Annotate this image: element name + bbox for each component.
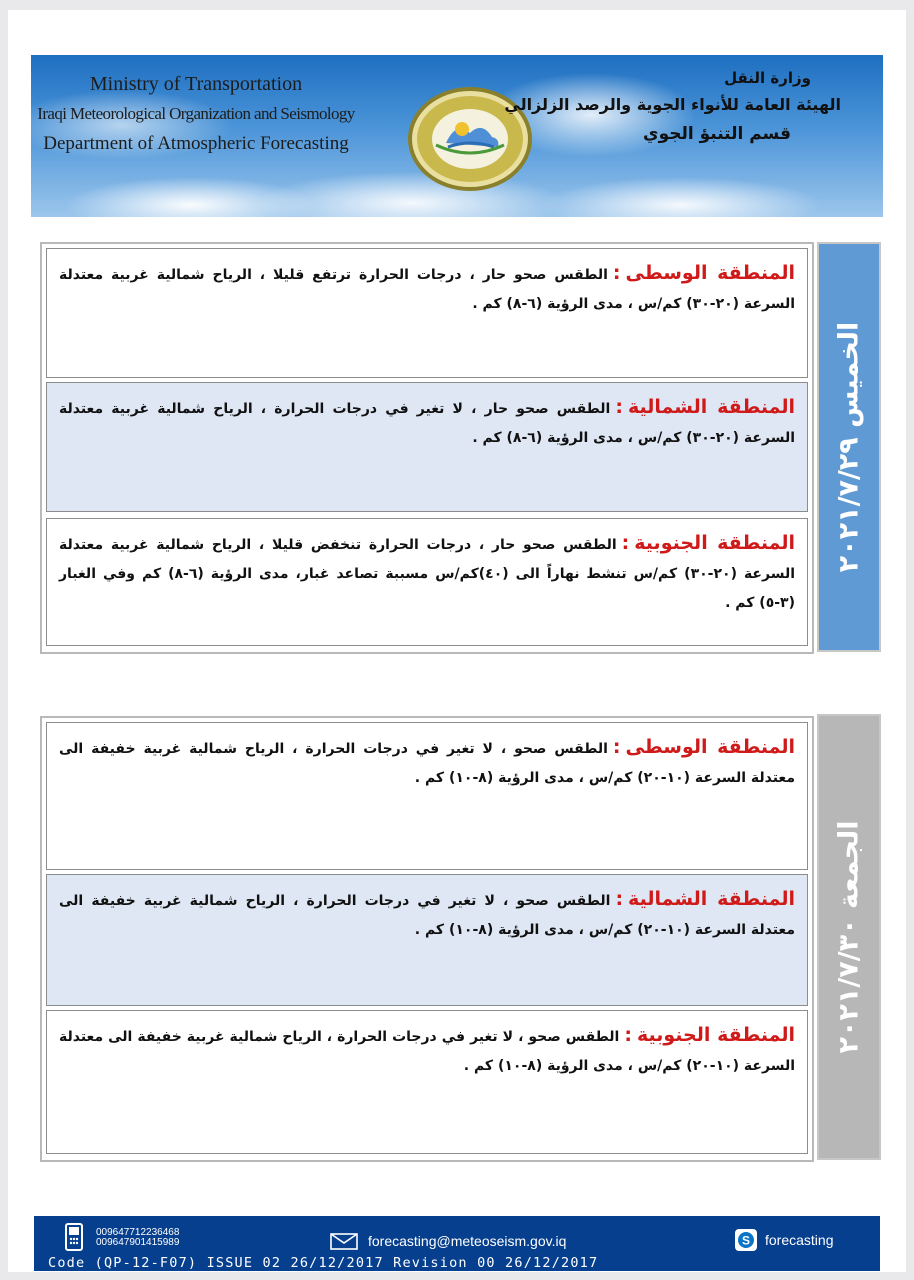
region-forecast-text: الطقس صحو حار ، لا تغير في درجات الحرارة ، الرياح شمالية غربية معتدلة السرعة (٢٠-٣٠) كم/س ، مدى الرؤية (٦-٨) كم . <box>59 401 795 446</box>
day2-date-label: الجمعة ٢٠٢١/٧/٣٠ <box>833 820 865 1054</box>
region-forecast-text: الطقس صحو ، لا تغير في درجات الحرارة ، الرياح شمالية غربية خفيفة الى معتدلة السرعة (١٠-٢٠) كم/س ، مدى الرؤية (٨-١٠) كم . <box>59 1029 795 1074</box>
day1-forecast-panel <box>40 242 814 654</box>
region-forecast-text: الطقس صحو ، لا تغير في درجات الحرارة ، الرياح شمالية غربية خفيفة الى معتدلة السرعة (١٠-٢٠) كم/س ، مدى الرؤية (٨-١٠) كم . <box>59 741 795 786</box>
day1-central-region <box>46 248 808 378</box>
day2-northern-region <box>46 874 808 1006</box>
region-name: المنطقة الجنوبية <box>636 1024 795 1046</box>
ministry-name-en: Ministry of Transportation <box>89 73 303 95</box>
region-separator: : <box>612 262 621 284</box>
region-separator: : <box>612 736 621 758</box>
region-separator: : <box>621 532 630 554</box>
phone-icon <box>64 1223 84 1251</box>
department-name-ar: قسم التنبؤ الجوي <box>643 124 791 144</box>
region-name: المنطقة الوسطى <box>625 736 795 758</box>
region-forecast-text: الطقس صحو حار ، درجات الحرارة ترتفع قليلا ، الرياح شمالية غربية معتدلة السرعة (٢٠-٣٠) كم/س ، مدى الرؤية (٦-٨) كم . <box>59 267 795 312</box>
region-name: المنطقة الشمالية <box>628 888 795 910</box>
day2-forecast-panel <box>40 716 814 1162</box>
day2-central-region <box>46 722 808 870</box>
mail-icon <box>330 1233 358 1250</box>
ministry-name-ar: وزارة النقل <box>724 69 811 87</box>
contact-footer <box>34 1216 880 1271</box>
organization-name-en: Iraqi Meteorological Organization and Seismology <box>37 104 355 123</box>
region-forecast-text: الطقس صحو حار ، درجات الحرارة تنخفض قليلا ، الرياح شمالية غربية معتدلة السرعة (٢٠-٣٠) كم/س تنشط نهاراً الى (٤٠)كم/س مسببة تصاعد غبار، مدى الرؤية (٦-٨) كم وفي الغبار (٣-٥) كم . <box>59 537 796 611</box>
region-name: المنطقة الشمالية <box>627 396 795 418</box>
region-name: المنطقة الوسطى <box>625 262 796 284</box>
phone-number-1: 009647712236468 <box>96 1227 180 1238</box>
svg-text:S: S <box>741 1233 751 1248</box>
skype-icon <box>735 1229 757 1251</box>
phone-numbers <box>96 1228 179 1248</box>
day1-date-label: الخميس ٢٠٢١/٧/٢٩ <box>833 321 865 573</box>
region-forecast-text: الطقس صحو ، لا تغير في درجات الحرارة ، الرياح شمالية غربية خفيفة الى معتدلة السرعة (١٠-٢٠) كم/س ، مدى الرؤية (٨-١٠) كم . <box>59 893 795 938</box>
region-separator: : <box>615 888 624 910</box>
header-banner <box>31 55 883 217</box>
region-separator: : <box>615 396 623 418</box>
region-separator: : <box>624 1024 632 1046</box>
document-code-line: Code (QP-12-F07) ISSUE 02 26/12/2017 Revision 00 26/12/2017 <box>48 1255 599 1271</box>
phone-number-2: 009647901415989 <box>96 1237 180 1248</box>
day1-southern-region <box>46 518 808 646</box>
day2-southern-region <box>46 1010 808 1154</box>
contact-email[interactable]: forecasting@meteoseism.gov.iq <box>368 1233 567 1249</box>
day1-northern-region <box>46 382 808 512</box>
arabic-header <box>501 65 841 149</box>
day1-date-tab <box>817 242 881 652</box>
department-name-en: Department of Atmospheric Forecasting <box>43 133 349 154</box>
organization-name-ar: الهيئة العامة للأنواء الجوية والرصد الزلزالي <box>504 95 841 114</box>
region-name: المنطقة الجنوبية <box>634 532 795 554</box>
english-header <box>31 69 361 159</box>
skype-handle[interactable]: forecasting <box>765 1232 834 1248</box>
day2-date-tab <box>817 714 881 1160</box>
